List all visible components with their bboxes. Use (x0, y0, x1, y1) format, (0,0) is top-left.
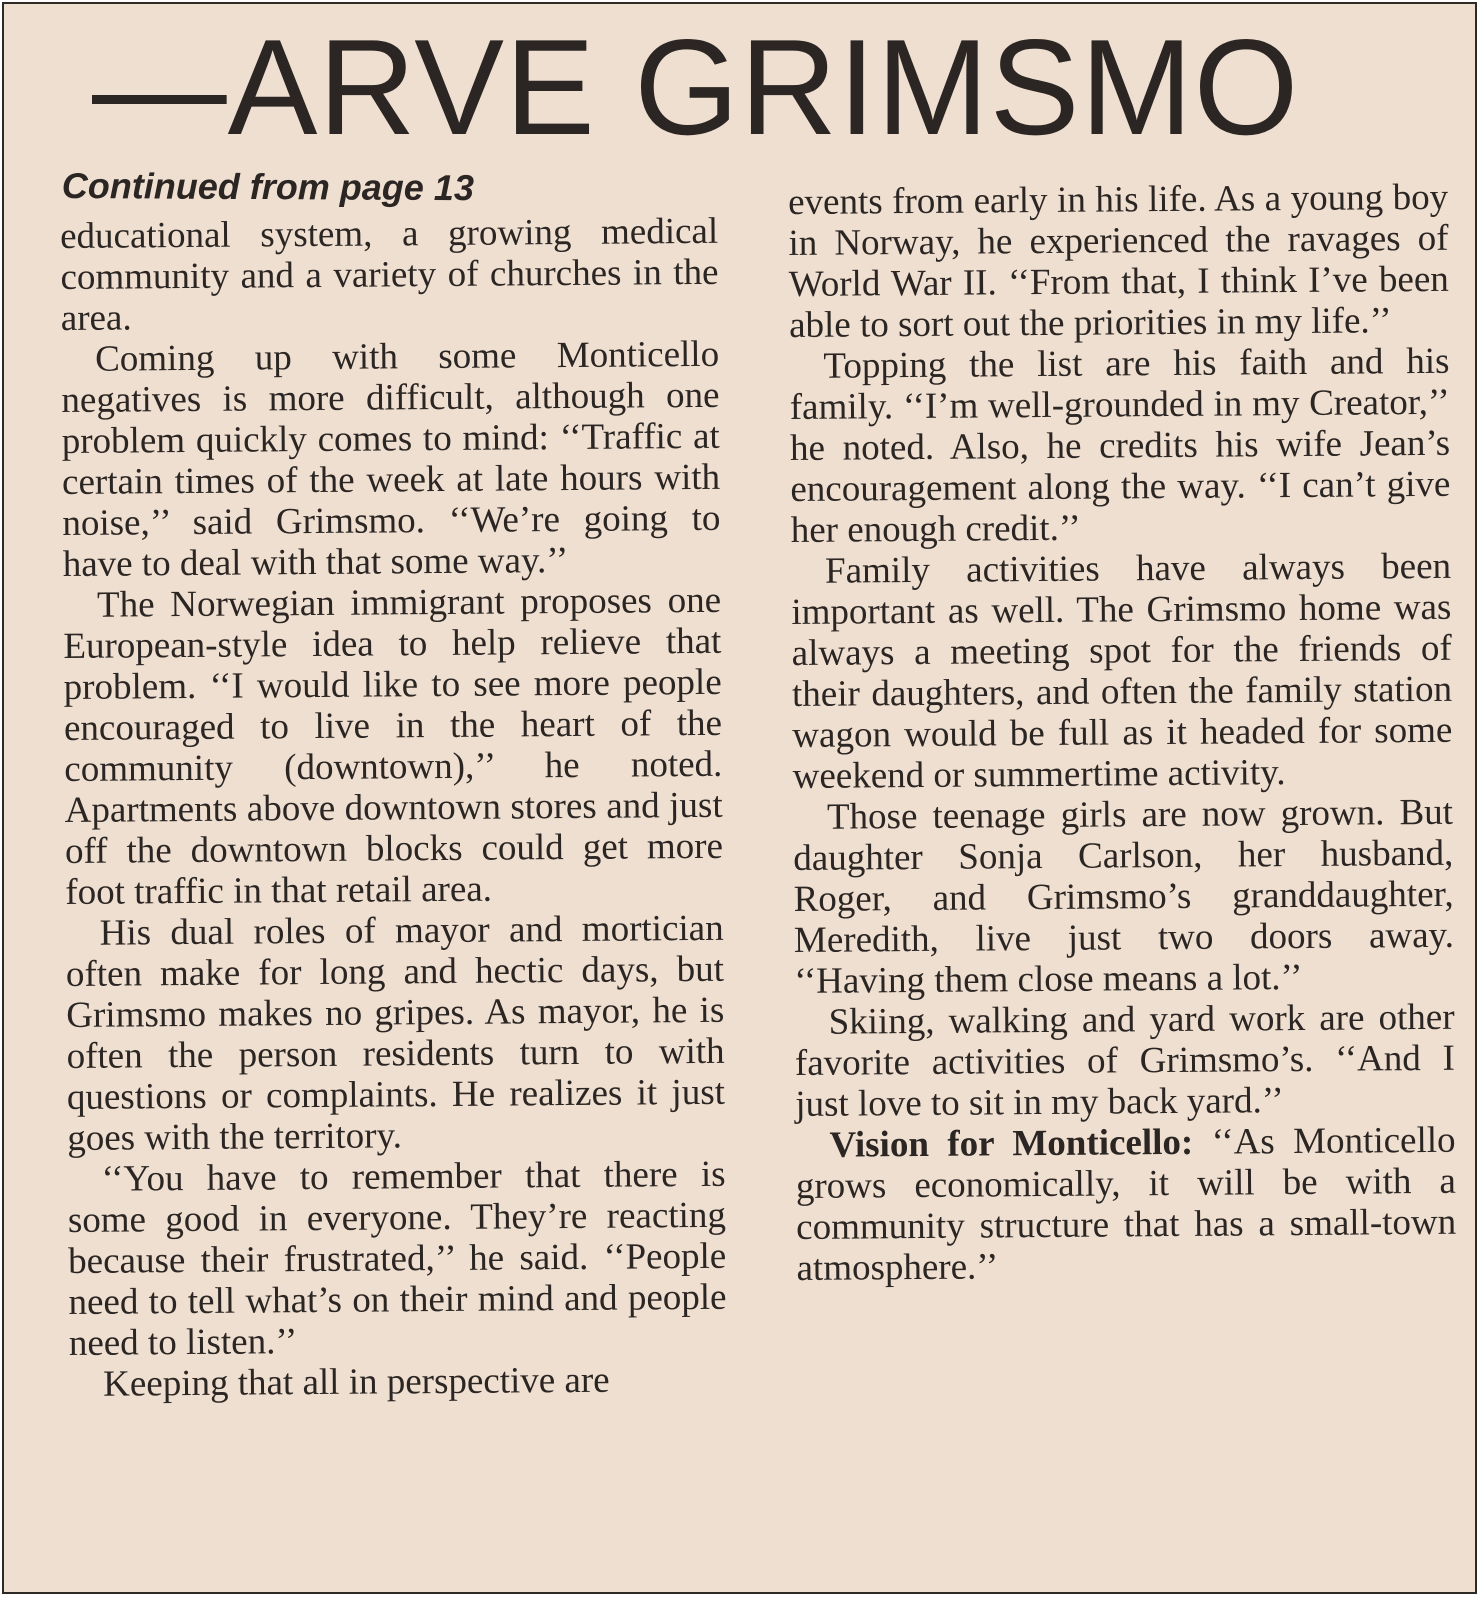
paragraph: Family activities have always been important as well. The Grimsmo home was always a meeting spot for the friends of their daughters, and often the family station wagon would be full as it headed for some weekend or summertime activity. (791, 545, 1453, 797)
vision-text: ‘‘As Monticello grows economically, it will be with a community structure that has a small-town atmosphere.’’ (795, 1119, 1457, 1289)
paragraph: His dual roles of mayor and mortician often make for long and hectic days, but Grimsmo makes no gripes. As mayor, he is often the person residents turn to with questions or complaints. He realizes it just goes with the territory. (65, 907, 726, 1159)
paragraph: educational system, a growing medical community and a variety of churches in the area. (60, 210, 719, 339)
vision-subhead: Vision for Monticello: (829, 1121, 1194, 1166)
newspaper-clipping (2, 2, 1477, 1594)
right-column (788, 177, 1457, 1289)
paragraph: Keeping that all in perspective are (103, 1359, 610, 1405)
left-column (60, 211, 727, 1405)
continued-from-line: Continued from page 13 (61, 164, 475, 209)
paragraph: Coming up with some Monticello negatives is more difficult, although one problem quickly comes to mind: ‘‘Traffic at certain times of the week at late hours with noise,’’ said Grimsmo. ‘‘We’re going to have to deal with that some way.’’ (61, 333, 721, 585)
paragraph: The Norwegian immigrant proposes one European-style idea to help relieve that problem. ‘‘I would like to see more people encouraged to live in the heart of the community (downtown),’’ he noted. Apartments above downtown stores and just off the downtown blocks could get more foot traffic in that retail area. (63, 579, 724, 913)
paragraph: Topping the list are his faith and his family. ‘‘I’m well-grounded in my Creator,’’ he noted. Also, he credits his wife Jean’s encouragement along the way. ‘‘I can’t give her enough credit.’’ (789, 340, 1451, 551)
vision-paragraph (795, 1120, 1456, 1289)
paragraph: Those teenage girls are now grown. But daughter Sonja Carlson, her husband, Roger, and Grimsmo’s granddaughter, Meredith, live just two doors away. ‘‘Having them close means a lot.’’ (793, 791, 1455, 1002)
headline: —ARVE GRIMSMO (92, 11, 1300, 163)
paragraph: Skiing, walking and yard work are other favorite activities of Grimsmo’s. ‘‘And I just love to sit in my back yard.’’ (794, 996, 1456, 1125)
paragraph: ‘‘You have to remember that there is some good in everyone. They’re reacting because their frustrated,’’ he said. ‘‘People need to tell what’s on their mind and people need to listen.’’ (67, 1153, 727, 1364)
paragraph: events from early in his life. As a young boy in Norway, he experienced the ravages of World War II. ‘‘From that, I think I’ve been able to sort out the priorities in my life.’’ (788, 176, 1449, 346)
